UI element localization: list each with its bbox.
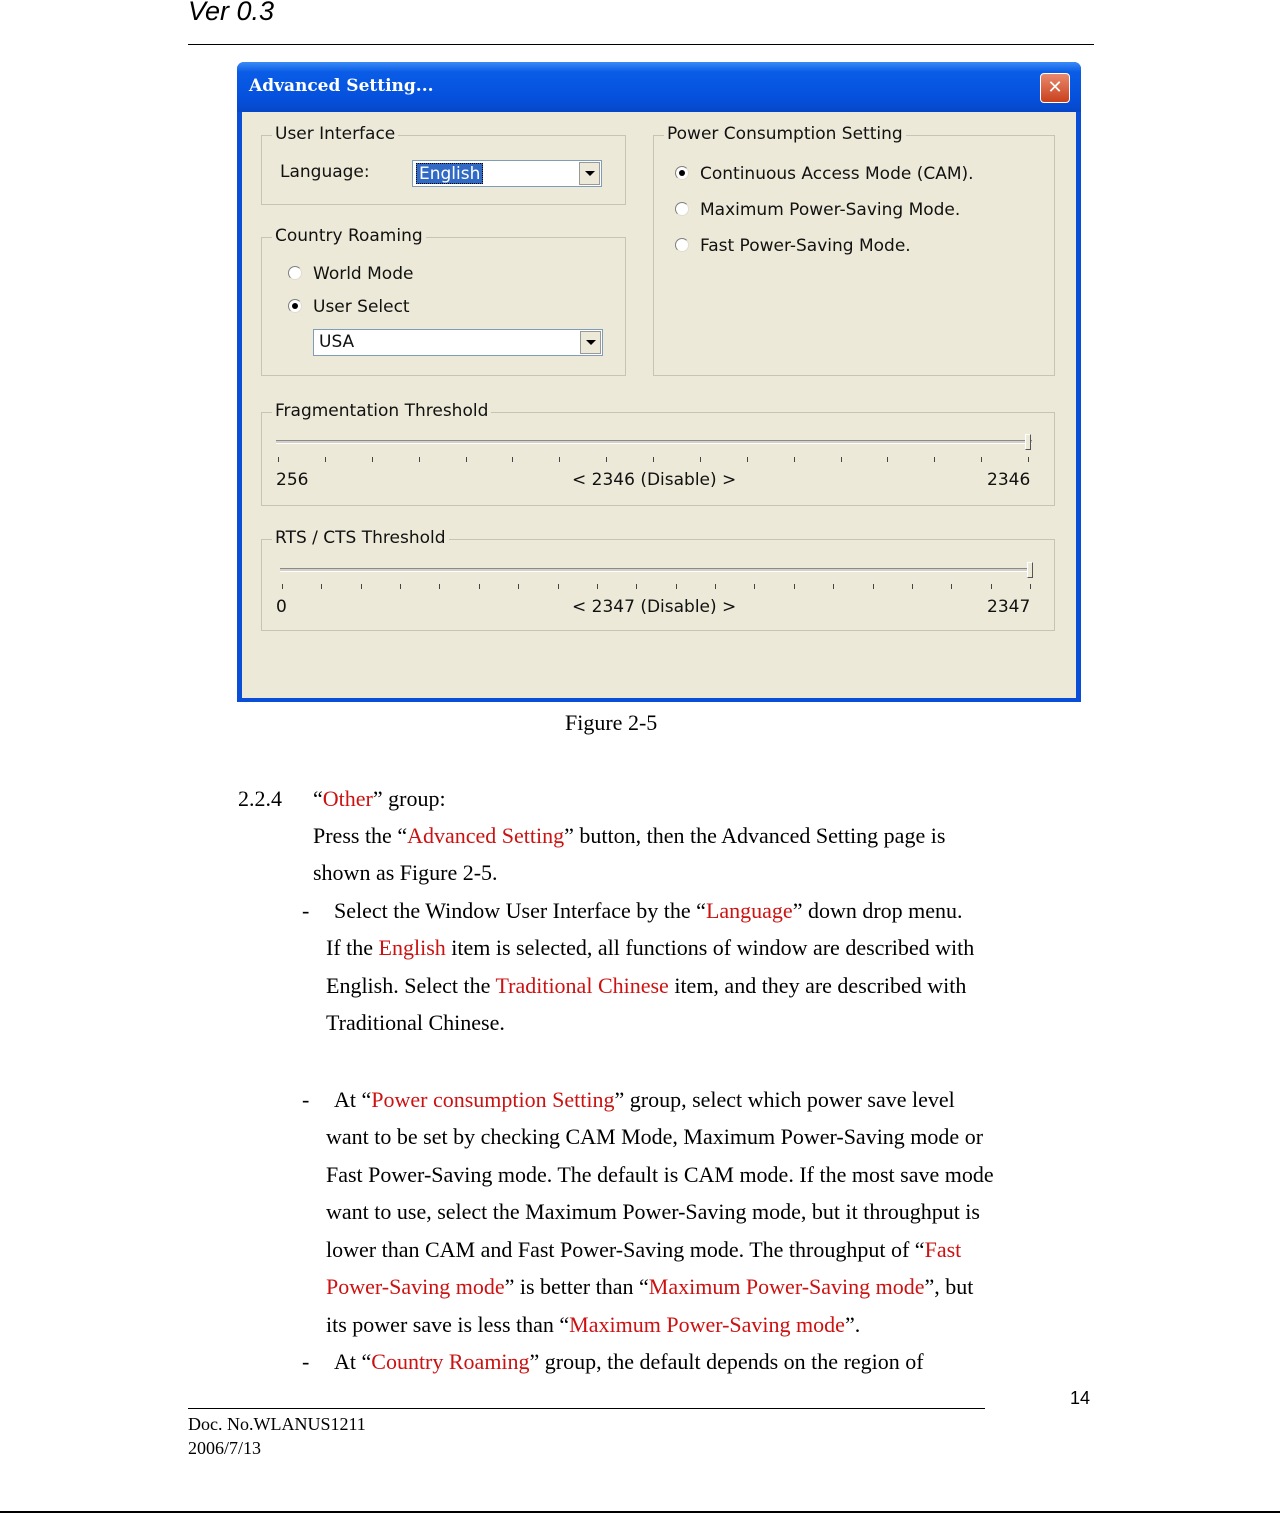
power-consumption-legend: Power Consumption Setting — [664, 124, 906, 144]
slider-tick — [833, 584, 834, 589]
slider-tick — [439, 584, 440, 589]
slider-tick — [466, 457, 467, 462]
slider-tick — [841, 457, 842, 462]
doc-date: 2006/7/13 — [188, 1438, 262, 1458]
rts-cts-max: 2347 — [987, 597, 1031, 617]
slider-tick — [512, 457, 513, 462]
slider-tick — [361, 584, 362, 589]
rts-cts-group — [261, 528, 1055, 631]
section-heading: “Other” group: — [313, 786, 446, 811]
chevron-down-icon[interactable] — [580, 331, 601, 354]
user-select-label: User Select — [313, 297, 410, 317]
close-icon: ✕ — [1047, 77, 1063, 98]
cam-radio[interactable] — [675, 166, 689, 180]
slider-tick — [1028, 457, 1029, 462]
slider-tick — [653, 457, 654, 462]
slider-tick — [951, 584, 952, 589]
version-label: Ver 0.3 — [188, 0, 275, 26]
page-number: 14 — [1070, 1388, 1091, 1408]
bullet-3-line-1: At “Country Roaming” group, the default depends on the region of — [334, 1349, 924, 1374]
language-value: English — [416, 163, 483, 184]
section-number: 2.2.4 — [238, 786, 282, 811]
slider-tick — [558, 584, 559, 589]
slider-tick — [794, 457, 795, 462]
slider-tick — [887, 457, 888, 462]
country-roaming-legend: Country Roaming — [272, 226, 426, 246]
close-button[interactable] — [1040, 73, 1070, 103]
slider-tick — [991, 584, 992, 589]
bullet-2-line-3: Fast Power-Saving mode. The default is CAM mode. If the most save mode — [326, 1162, 994, 1187]
user-select-radio[interactable] — [288, 299, 302, 313]
max-power-saving-label: Maximum Power-Saving Mode. — [700, 200, 961, 220]
slider-tick — [518, 584, 519, 589]
country-value: USA — [319, 332, 355, 352]
language-label: Language: — [280, 162, 370, 182]
slider-tick — [606, 457, 607, 462]
footer-rule — [188, 1408, 985, 1409]
dialog-client — [242, 112, 1076, 698]
bullet-2-line-2: want to be set by checking CAM Mode, Maximum Power-Saving mode or — [326, 1124, 984, 1149]
intro-line-1: Press the “Advanced Setting” button, then the Advanced Setting page is — [313, 823, 946, 848]
max-power-saving-radio[interactable] — [675, 202, 689, 216]
fragmentation-current: < 2346 (Disable) > — [572, 470, 737, 490]
slider-tick — [912, 584, 913, 589]
chevron-down-icon[interactable] — [579, 162, 600, 185]
world-mode-label: World Mode — [313, 264, 414, 284]
window-title: Advanced Setting... — [249, 76, 434, 96]
slider-tick — [676, 584, 677, 589]
bullet-2-line-1: At “Power consumption Setting” group, select which power save level — [334, 1087, 955, 1112]
bullet-1-line-1: Select the Window User Interface by the “Language” down drop menu. — [334, 898, 963, 923]
bullet-3-dash: - — [302, 1349, 310, 1374]
fragmentation-min: 256 — [276, 470, 309, 490]
slider-tick — [400, 584, 401, 589]
fast-power-saving-radio[interactable] — [675, 238, 689, 252]
fragmentation-group — [261, 401, 1055, 506]
bullet-1-dash: - — [302, 898, 310, 923]
header-rule — [188, 44, 1094, 45]
slider-tick — [282, 584, 283, 589]
slider-tick — [597, 584, 598, 589]
advanced-setting-window — [237, 62, 1081, 702]
slider-tick — [325, 457, 326, 462]
cam-label: Continuous Access Mode (CAM). — [700, 164, 974, 184]
title-bar[interactable] — [237, 62, 1081, 112]
bullet-2-line-6: Power-Saving mode” is better than “Maximum Power-Saving mode”, but — [326, 1274, 974, 1299]
bullet-1-line-2: If the English item is selected, all functions of window are described with — [326, 935, 975, 960]
slider-tick — [372, 457, 373, 462]
slider-tick — [479, 584, 480, 589]
fragmentation-legend: Fragmentation Threshold — [272, 401, 491, 421]
country-roaming-group — [261, 226, 626, 376]
fragmentation-max: 2346 — [987, 470, 1031, 490]
slider-tick — [700, 457, 701, 462]
slider-tick — [794, 584, 795, 589]
bullet-1-line-4: Traditional Chinese. — [326, 1010, 505, 1035]
doc-number: Doc. No.WLANUS1211 — [188, 1414, 366, 1434]
slider-tick — [636, 584, 637, 589]
slider-tick — [981, 457, 982, 462]
user-interface-group — [261, 124, 626, 205]
bullet-2-line-4: want to use, select the Maximum Power-Saving mode, but it throughput is — [326, 1199, 980, 1224]
rts-cts-legend: RTS / CTS Threshold — [272, 528, 449, 548]
language-select[interactable] — [412, 160, 602, 187]
footer-doc-info — [188, 1412, 366, 1460]
rts-cts-track[interactable] — [280, 568, 1032, 572]
bullet-2-dash: - — [302, 1087, 310, 1112]
power-consumption-group — [653, 124, 1055, 376]
country-select[interactable] — [313, 329, 603, 356]
slider-tick — [559, 457, 560, 462]
slider-tick — [1030, 584, 1031, 589]
slider-tick — [754, 584, 755, 589]
figure-caption: Figure 2-5 — [565, 710, 658, 735]
fast-power-saving-label: Fast Power-Saving Mode. — [700, 236, 911, 256]
slider-tick — [419, 457, 420, 462]
rts-cts-slider-thumb[interactable] — [1027, 562, 1033, 578]
intro-line-2: shown as Figure 2-5. — [313, 860, 498, 885]
fragmentation-slider-thumb[interactable] — [1025, 434, 1031, 450]
bullet-2-line-5: lower than CAM and Fast Power-Saving mode. The throughput of “Fast — [326, 1237, 962, 1262]
bullet-1-line-3: English. Select the Traditional Chinese item, and they are described with — [326, 973, 967, 998]
rts-cts-min: 0 — [276, 597, 287, 617]
slider-tick — [715, 584, 716, 589]
world-mode-radio[interactable] — [288, 266, 302, 280]
bullet-2-line-7: its power save is less than “Maximum Power-Saving mode”. — [326, 1312, 861, 1337]
slider-tick — [934, 457, 935, 462]
slider-tick — [321, 584, 322, 589]
user-interface-legend: User Interface — [272, 124, 398, 144]
slider-tick — [747, 457, 748, 462]
page-bottom-rule — [0, 1511, 1280, 1513]
slider-tick — [873, 584, 874, 589]
rts-cts-current: < 2347 (Disable) > — [572, 597, 737, 617]
slider-tick — [278, 457, 279, 462]
fragmentation-track[interactable] — [276, 440, 1032, 444]
